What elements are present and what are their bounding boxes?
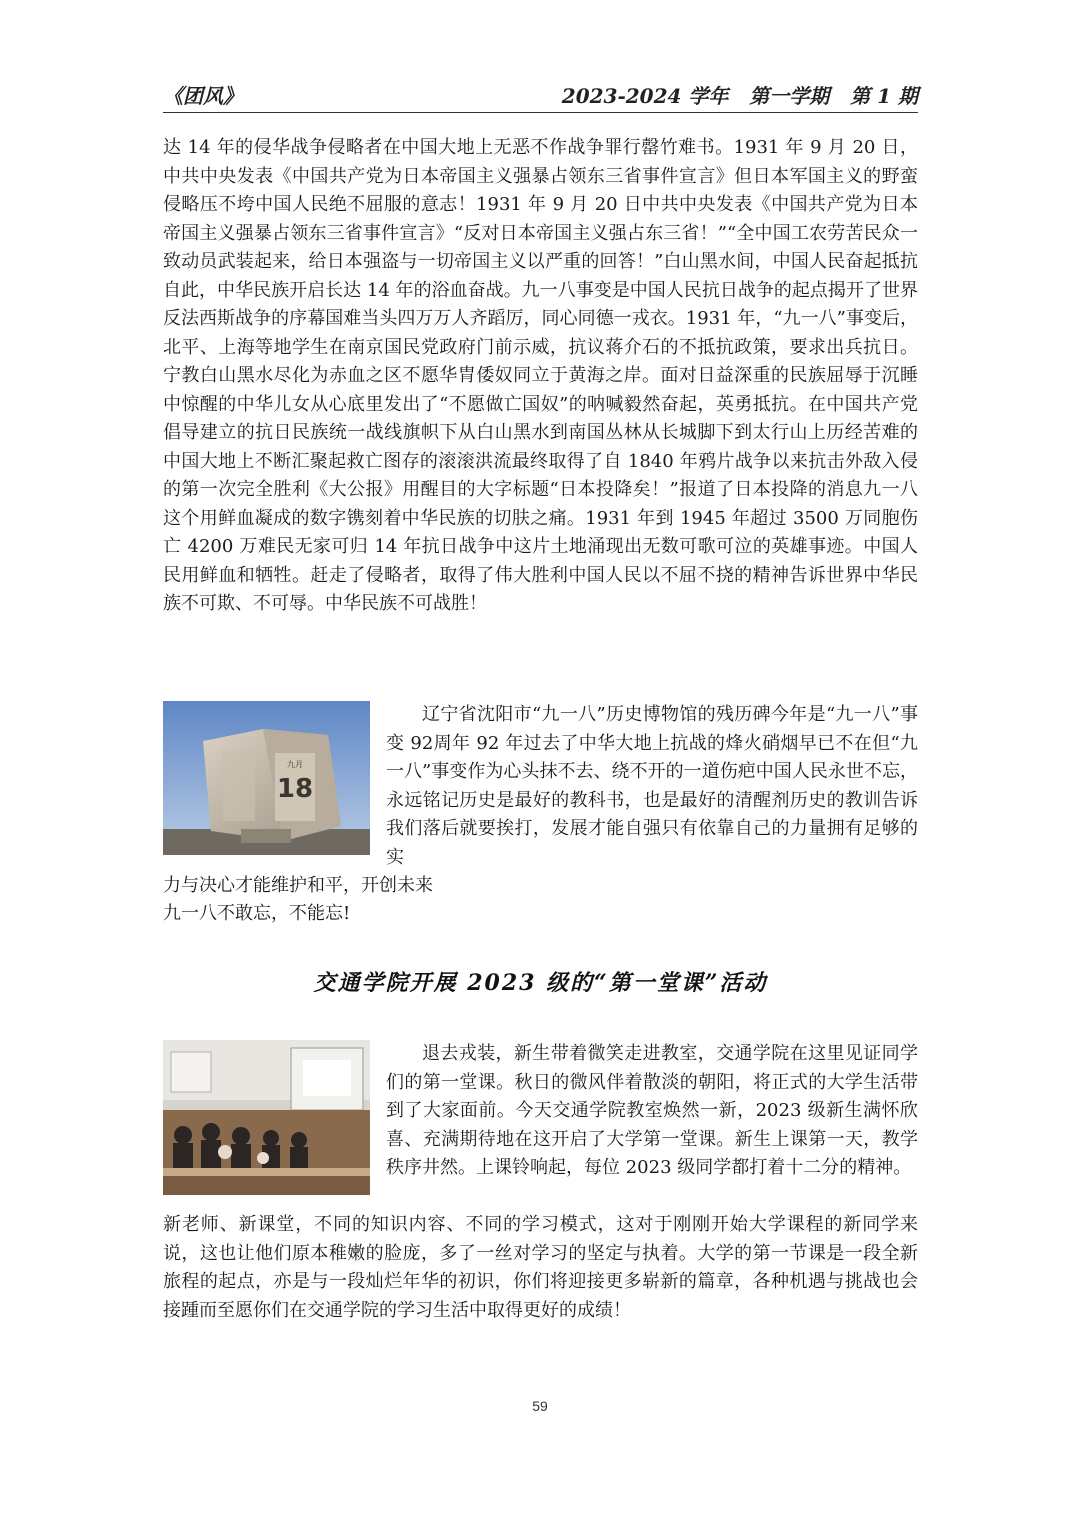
classroom-photo xyxy=(163,1040,370,1195)
monument-month: 九月 xyxy=(287,760,303,769)
article-paragraph: 达 14 年的侵华战争侵略者在中国大地上无恶不作战争罪行罄竹难书。1931 年 9 月 20 日，中共中央发表《中国共产党为日本帝国主义强暴占领东三省事件宣言》但日本军国主义的野蛮侵略压不垮中国人民绝不屈服的意志！1931 年 9 月 20 日中共中央发表《中国共产党为日本帝国主义强暴占领东三省事件宣言》“反对日本帝国主义强占东三省！”“全中国工农劳苦民众一致动员武装起来，给日本强盗与一切帝国主义以严重的回答！”白山黑水间，中国人民奋起抵抗自此，中华民族开启长达 14 年的浴血奋战。九一八事变是中国人民抗日战争的起点揭开了世界反法西斯战争的序幕国难当头四万万人齐蹈厉，同心同德一戎衣。1931 年，“九一八”事变后，北平、上海等地学生在南京国民党政府门前示威，抗议蒋介石的不抵抗政策，要求出兵抗日。宁教白山黑水尽化为赤血之区不愿华胄倭奴同立于黄海之岸。面对日益深重的民族屈辱于沉睡中惊醒的中华儿女从心底里发出了“不愿做亡国奴”的呐喊毅然奋起，英勇抵抗。在中国共产党倡导建立的抗日民族统一战线旗帜下从白山黑水到南国丛林从长城脚下到太行山上历经苦难的中国大地上不断汇聚起救亡图存的滚滚洪流最终取得了自 1840 年鸦片战争以来抗击外敌入侵的第一次完全胜利《大公报》用醒目的大字标题“日本投降矣！”报道了日本投降的消息九一八这个用鲜血凝成的数字镌刻着中华民族的切肤之痛。1931 年到 1945 年超过 3500 万同胞伤亡 4200 万难民无家可归 14 年抗日战争中这片土地涌现出无数可歌可泣的英雄事迹。中国人民用鲜血和牺牲。赶走了侵略者，取得了伟大胜利中国人民以不屈不挠的精神告诉世界中华民族不可欺、不可辱。中华民族不可战胜！ xyxy=(163,137,918,614)
page-header xyxy=(163,76,918,113)
article-closing: 九一八不敢忘，不能忘! xyxy=(163,903,351,924)
monument-date: 18 xyxy=(276,774,314,804)
page-number: 59 xyxy=(532,1398,548,1414)
monument-photo xyxy=(163,701,370,855)
monument-caption: 辽宁省沈阳市“九一八”历史博物馆的残历碑今年是“九一八”事变 92周年 92 年过去了中华大地上抗战的烽火硝烟早已不在但“九一八”事变作为心头抹不去、绕不开的一道伤疤中国人民永世不忘，永远铭记历史是最好的教科书，也是最好的清醒剂历史的教训告诉我们落后就要挨打，发展才能自强只有依靠自己的力量拥有足够的实 xyxy=(386,704,918,868)
section-title: 交通学院开展 2023 级的“第一堂课”活动 xyxy=(313,970,768,996)
issue-info: 2023-2024 学年 第一学期 第 1 期 xyxy=(561,84,918,108)
classroom-article-rest: 新老师、新课堂，不同的知识内容、不同的学习模式，这对于刚刚开始大学课程的新同学来说，这也让他们原本稚嫩的脸庞，多了一丝对学习的坚定与执着。大学的第一节课是一段全新旅程的起点，亦是与一段灿烂年华的初识，你们将迎接更多崭新的篇章，各种机遇与挑战也会接踵而至愿你们在交通学院的学习生活中取得更好的成绩！ xyxy=(163,1214,918,1321)
classroom-caption: 退去戎装，新生带着微笑走进教室，交通学院在这里见证同学们的第一堂课。秋日的微风伴着散淡的朝阳，将正式的大学生活带到了大家面前。今天交通学院教室焕然一新，2023 级新生满怀欣喜、充满期待地在这开启了大学第一堂课。新生上课第一天，教学秩序井然。上课铃响起，每位 2023 级同学都打着十二分的精神。 xyxy=(386,1043,918,1178)
monument-caption-tail: 力与决心才能维护和平，开创未来 xyxy=(163,875,433,896)
publication-name: 《团风》 xyxy=(163,84,243,108)
